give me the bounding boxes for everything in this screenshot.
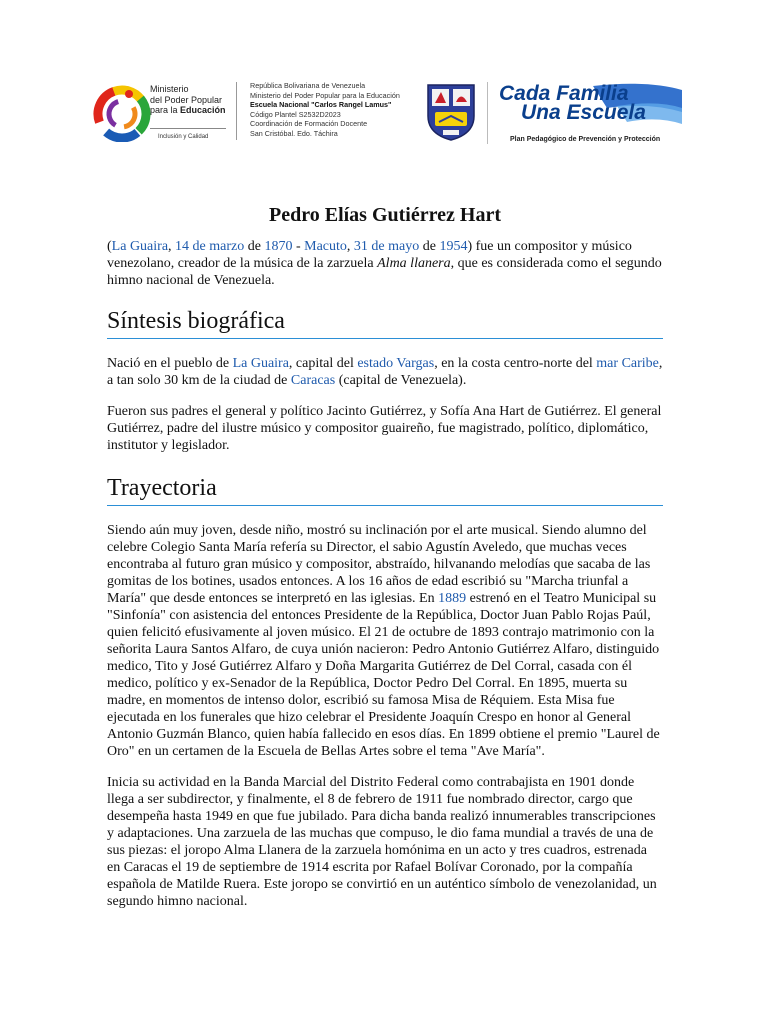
campaign-logo [497,82,682,148]
link-mar-caribe[interactable]: mar Caribe [596,356,659,371]
school-shield-icon [425,82,477,142]
trayectoria-paragraph-1: Siendo aún muy joven, desde niño, mostró su inclinación por el arte musical. Siendo alumno del celebre Colegio Santa María refería su Director, el sabio Agustín Aveledo, que muchas veces encontraba al futuro gran músico y compositor, abstraído, hilvanando melodías que sacaba de las gomitas de los botines, usados entonces. A los 16 años de edad escribió su "Marcha triunfal a María" que desde entonces se interpretó en las iglesias. En 1889 estrenó en el Teatro Municipal su "Sinfonía" con asistencia del entonces Presidente de la República, Doctor Juan Pablo Rojas Paúl, quien felicitó efusivamente al joven músico. El 21 de octubre de 1893 contrajo matrimonio con la señorita Laura Santos Alfaro, de cuya unión nacieron: Pedro Antonio Gutiérrez Alfaro, distinguido medico, Tito y José Gutiérrez Alfaro y Doña Margarita Gutiérrez de Del Corral, casada con él medico, político y ex-Senador de la República, Doctor Pedro Del Corral. En 1895, muerta su madre, en momentos de intenso dolor, escribió su famosa Misa de Réquiem. Esta Misa fue ejecutada en los funerales que hizo celebrar el Presidente Joaquín Crespo en honor al General Antonio Guzmán Blanco, quien había fallecido en esos días. En 1899 obtiene el premio "Laurel de Oro" en un certamen de la Escuela de Bellas Artes sobre el tema "Ave María". [107,523,660,759]
school-info: República Bolivariana de Venezuela Ministerio del Poder Popular para la Educación Escuela Nacional "Carlos Rangel Lamus" Código Plantel S2532D2023 Coordinación de Formación Docente San Cristóbal. Edo. Táchira [250,81,400,138]
intro-paragraph: (La Guaira, 14 de marzo de 1870 - Macuto, 31 de mayo de 1954) fue un compositor y músico venezolano, creador de la música de la zarzuela Alma llanera, que es considerada como el segundo himno nacional de Venezuela. [107,239,662,288]
campaign-subtitle: Plan Pedagógico de Prevención y Protección [510,136,661,143]
link-31-de-mayo[interactable]: 31 de mayo [353,239,420,254]
sintesis-paragraph-2: Fueron sus padres el general y político Jacinto Gutiérrez, y Sofía Ana Hart de Gutiérrez. El general Gutiérrez, padre del ilustre músico y compositor guaireño, fue magistrado, político, diplomático, institutor y legislador. [107,404,662,453]
link-1870[interactable]: 1870 [264,239,293,254]
trayectoria-paragraph-2: Inicia su actividad en la Banda Marcial del Distrito Federal como contrabajista en 1901 donde llega a ser subdirector, y finalmente, el 8 de febrero de 1911 fue nombrado director, cargo que desempeña hasta 1949 en que fue jubilado. Para dicha banda realizó innumerables transcripciones y adaptaciones. Una zarzuela de las muchas que compuso, le dio fama mundial a través de una de sus piezas: el joropo Alma Llanera de la zarzuela homónima en un acto y tres cuadros, estrenada en Caracas el 19 de septiembre de 1914 escrita por Rafael Bolívar Coronado, por la compañía española de Matilde Ruera. Este joropo se convirtió en un auténtico símbolo de venezolanidad, un segundo himno nacional. [107,775,657,909]
ministry-slogan: Inclusión y Calidad [158,134,209,140]
letterhead [0,0,768,180]
article [107,200,663,910]
section-heading-trayectoria: Trayectoria [107,472,663,506]
sintesis-paragraph-1: Nació en el pueblo de La Guaira, capital del estado Vargas, en la costa centro-norte del mar Caribe, a tan solo 30 km de la ciudad de Caracas (capital de Venezuela). [107,356,663,388]
link-macuto[interactable]: Macuto [304,239,347,254]
article-title: Pedro Elías Gutiérrez Hart [269,204,501,226]
ministry-rule [150,128,226,129]
link-1954[interactable]: 1954 [439,239,468,254]
link-la-guaira[interactable]: La Guaira [111,239,169,254]
link-la-guaira-2[interactable]: La Guaira [232,356,289,371]
ministry-education-logo-icon [92,82,152,142]
header-divider [236,82,237,140]
link-estado-vargas[interactable]: estado Vargas [357,356,435,371]
section-heading-sintesis: Síntesis biográfica [107,305,663,339]
link-1889[interactable]: 1889 [438,591,467,606]
link-caracas[interactable]: Caracas [290,373,336,388]
ministry-name: Ministerio del Poder Popular para la Educación [150,84,226,115]
campaign-title: Cada Familia Una Escuela [499,82,646,124]
link-14-de-marzo[interactable]: 14 de marzo [175,239,245,254]
header-divider-2 [487,82,488,144]
